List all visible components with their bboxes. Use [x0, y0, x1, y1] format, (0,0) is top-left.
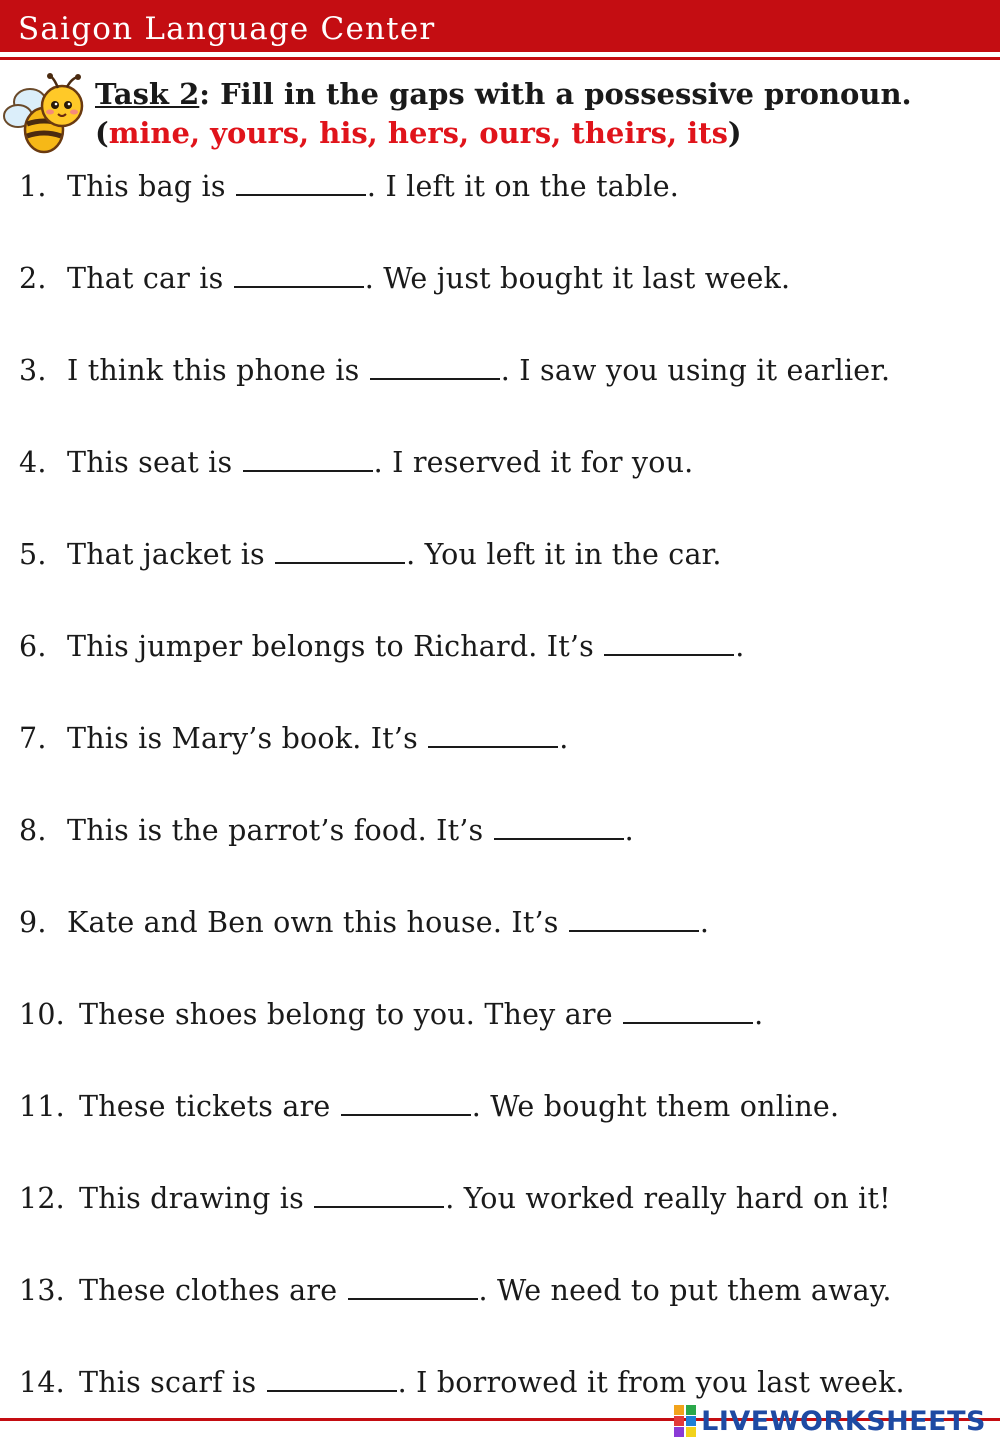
answer-blank[interactable]	[348, 1272, 478, 1300]
question-number: 8.	[19, 814, 47, 847]
question-text-before: This drawing is	[79, 1182, 304, 1215]
answer-blank[interactable]	[370, 352, 500, 380]
question-text-before: This jumper belongs to Richard. It’s	[67, 630, 594, 663]
liveworksheets-logo-icon	[673, 1404, 697, 1438]
question-item	[19, 996, 994, 1088]
answer-blank[interactable]	[234, 260, 364, 288]
answer-blank[interactable]	[243, 444, 373, 472]
question-number: 14.	[19, 1366, 65, 1399]
question-text-after: . I saw you using it earlier.	[500, 354, 891, 387]
question-number: 13.	[19, 1274, 65, 1307]
question-text-after: .	[559, 722, 569, 755]
question-text-after: . I left it on the table.	[366, 170, 680, 203]
answer-blank[interactable]	[623, 996, 753, 1024]
question-item	[19, 168, 994, 260]
question-text-before: These clothes are	[79, 1274, 338, 1307]
question-item	[19, 260, 994, 352]
question-text-before: I think this phone is	[67, 354, 360, 387]
question-text-after: . We just bought it last week.	[364, 262, 791, 295]
task-label: Task 2	[95, 77, 200, 111]
answer-blank[interactable]	[569, 904, 699, 932]
question-text-before: That jacket is	[67, 538, 265, 571]
question-item	[19, 536, 994, 628]
question-number: 3.	[19, 354, 47, 387]
word-bank-close-paren: )	[727, 116, 742, 150]
task-heading	[95, 79, 912, 111]
word-bank-pronouns: mine, yours, his, hers, ours, theirs, its	[108, 116, 728, 150]
question-item	[19, 904, 994, 996]
question-number: 11.	[19, 1090, 65, 1123]
question-number: 12.	[19, 1182, 65, 1215]
question-number: 10.	[19, 998, 65, 1031]
question-text-after: .	[754, 998, 764, 1031]
answer-blank[interactable]	[275, 536, 405, 564]
word-bank-open-paren: (	[95, 116, 109, 150]
answer-blank[interactable]	[267, 1364, 397, 1392]
question-text-before: This bag is	[67, 170, 226, 203]
question-text-before: That car is	[67, 262, 224, 295]
question-item	[19, 1272, 994, 1364]
question-text-before: This scarf is	[79, 1366, 257, 1399]
question-item	[19, 628, 994, 720]
liveworksheets-watermark[interactable]	[673, 1404, 986, 1438]
question-number: 6.	[19, 630, 47, 663]
answer-blank[interactable]	[236, 168, 366, 196]
question-number: 9.	[19, 906, 47, 939]
question-number: 1.	[19, 170, 47, 203]
question-text-after: . We bought them online.	[471, 1090, 840, 1123]
question-text-after: . You worked really hard on it!	[445, 1182, 891, 1215]
question-text-after: . We need to put them away.	[478, 1274, 892, 1307]
question-number: 7.	[19, 722, 47, 755]
header-divider	[0, 57, 1000, 60]
bee-icon	[0, 72, 90, 162]
answer-blank[interactable]	[314, 1180, 444, 1208]
answer-blank[interactable]	[604, 628, 734, 656]
answer-blank[interactable]	[494, 812, 624, 840]
pronoun-word-bank	[95, 118, 742, 150]
question-text-before: These shoes belong to you. They are	[79, 998, 613, 1031]
answer-blank[interactable]	[341, 1088, 471, 1116]
question-text-after: . You left it in the car.	[406, 538, 722, 571]
header-bar	[0, 0, 1000, 52]
question-item	[19, 812, 994, 904]
question-text-before: This seat is	[67, 446, 233, 479]
question-number: 4.	[19, 446, 47, 479]
question-text-before: This is the parrot’s food. It’s	[67, 814, 484, 847]
watermark-text: LIVEWORKSHEETS	[701, 1405, 986, 1437]
question-item	[19, 352, 994, 444]
question-text-after: .	[735, 630, 745, 663]
question-number: 2.	[19, 262, 47, 295]
question-text-before: These tickets are	[79, 1090, 331, 1123]
header-title: Saigon Language Center	[18, 11, 436, 47]
question-item	[19, 1088, 994, 1180]
question-text-after: . I reserved it for you.	[373, 446, 694, 479]
question-text-after: .	[699, 906, 710, 939]
question-list	[19, 168, 994, 1456]
question-text-after: .	[624, 814, 634, 847]
question-item	[19, 1180, 994, 1272]
question-text-before: This is Mary’s book. It’s	[67, 722, 418, 755]
task-instruction: : Fill in the gaps with a possessive pronoun.	[199, 77, 912, 111]
question-text-before: Kate and Ben own this house. It’s	[67, 906, 559, 939]
question-number: 5.	[19, 538, 47, 571]
question-item	[19, 720, 994, 812]
question-text-after: . I borrowed it from you last week.	[397, 1366, 905, 1399]
question-item	[19, 444, 994, 536]
answer-blank[interactable]	[428, 720, 558, 748]
